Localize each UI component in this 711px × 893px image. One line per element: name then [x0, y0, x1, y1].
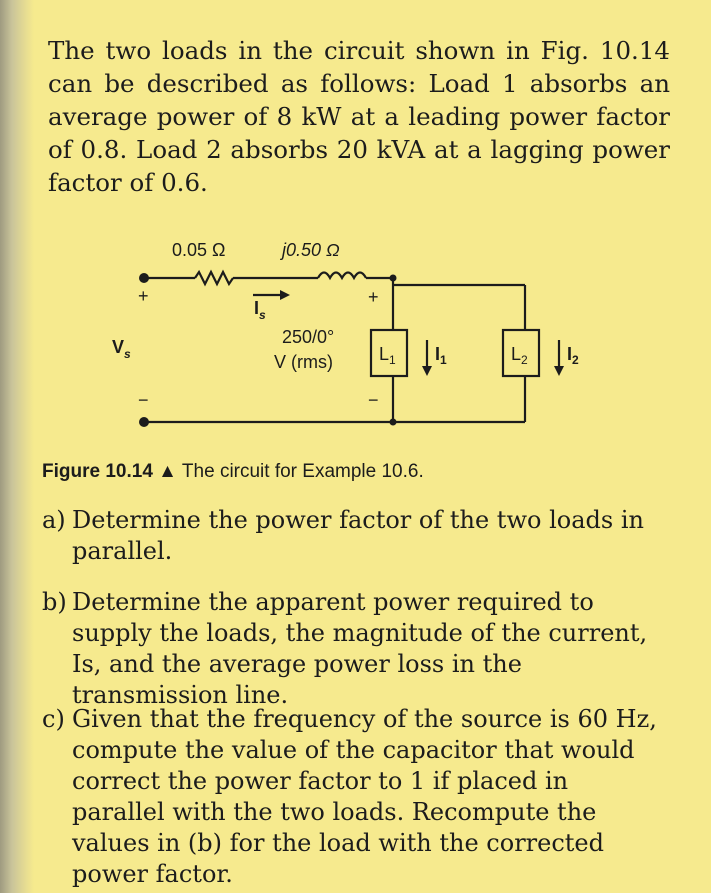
problem-statement: The two loads in the circuit shown in Fig. 10.14 can be described as follows: Load 1 absorbs an average power of 8 kW at a leading power factor of 0.8. Load 2 absorbs 20 kVA at a lagging power factor of 0.6. [48, 36, 670, 197]
page-binding-edge [0, 0, 34, 893]
load-voltage-minus: − [368, 390, 379, 410]
load2-label: $L_2$ [511, 344, 528, 367]
source-label: $V_s$ [112, 337, 131, 361]
resistance-label: 0.05 Ω [172, 240, 226, 260]
figure-caption [42, 458, 662, 486]
voltage-phasor-label: 250/0° [282, 327, 335, 347]
node-top [390, 275, 397, 282]
is-arrow-head [280, 290, 290, 300]
current-is-label: $I_s$ [254, 298, 266, 322]
load-voltage-plus: + [368, 287, 379, 307]
current-i1-label: $I_1$ [435, 344, 447, 367]
figure-number: Figure 10.14 [42, 461, 153, 482]
reactance-label: j0.50 Ω [282, 240, 340, 260]
load1-label: $L_1$ [379, 344, 396, 367]
question-b [42, 587, 667, 711]
resistor-symbol [195, 272, 233, 284]
circuit-diagram [110, 230, 579, 450]
question-a-text: Determine the power factor of the two loads in parallel. [72, 506, 644, 565]
question-b-label: b) [42, 588, 67, 616]
current-i2-label: $I_2$ [567, 344, 579, 367]
source-minus: − [138, 390, 149, 410]
inductor-symbol [318, 273, 366, 279]
terminal-bottom [139, 417, 149, 427]
terminal-top [139, 273, 149, 283]
i1-arrow-head [422, 366, 432, 376]
voltage-rms-label: V (rms) [274, 352, 333, 372]
source-plus: + [138, 286, 149, 306]
i2-arrow-head [554, 366, 564, 376]
question-a [42, 505, 667, 567]
question-c-text: Given that the frequency of the source is 60 Hz, compute the value of the capacitor that would correct the power factor to 1 if placed in parallel with the two loads. Recompute the values in (b) for the load with the corrected power factor. [72, 705, 657, 888]
question-c-label: c) [42, 705, 65, 733]
caption-marker: ▲ [158, 461, 177, 482]
node-bottom [390, 419, 397, 426]
caption-text: The circuit for Example 10.6. [181, 461, 424, 482]
question-a-label: a) [42, 506, 66, 534]
question-c [42, 704, 667, 890]
question-b-text: Determine the apparent power required to supply the loads, the magnitude of the current, Is, and the average power loss in the transmission line. [72, 588, 648, 709]
